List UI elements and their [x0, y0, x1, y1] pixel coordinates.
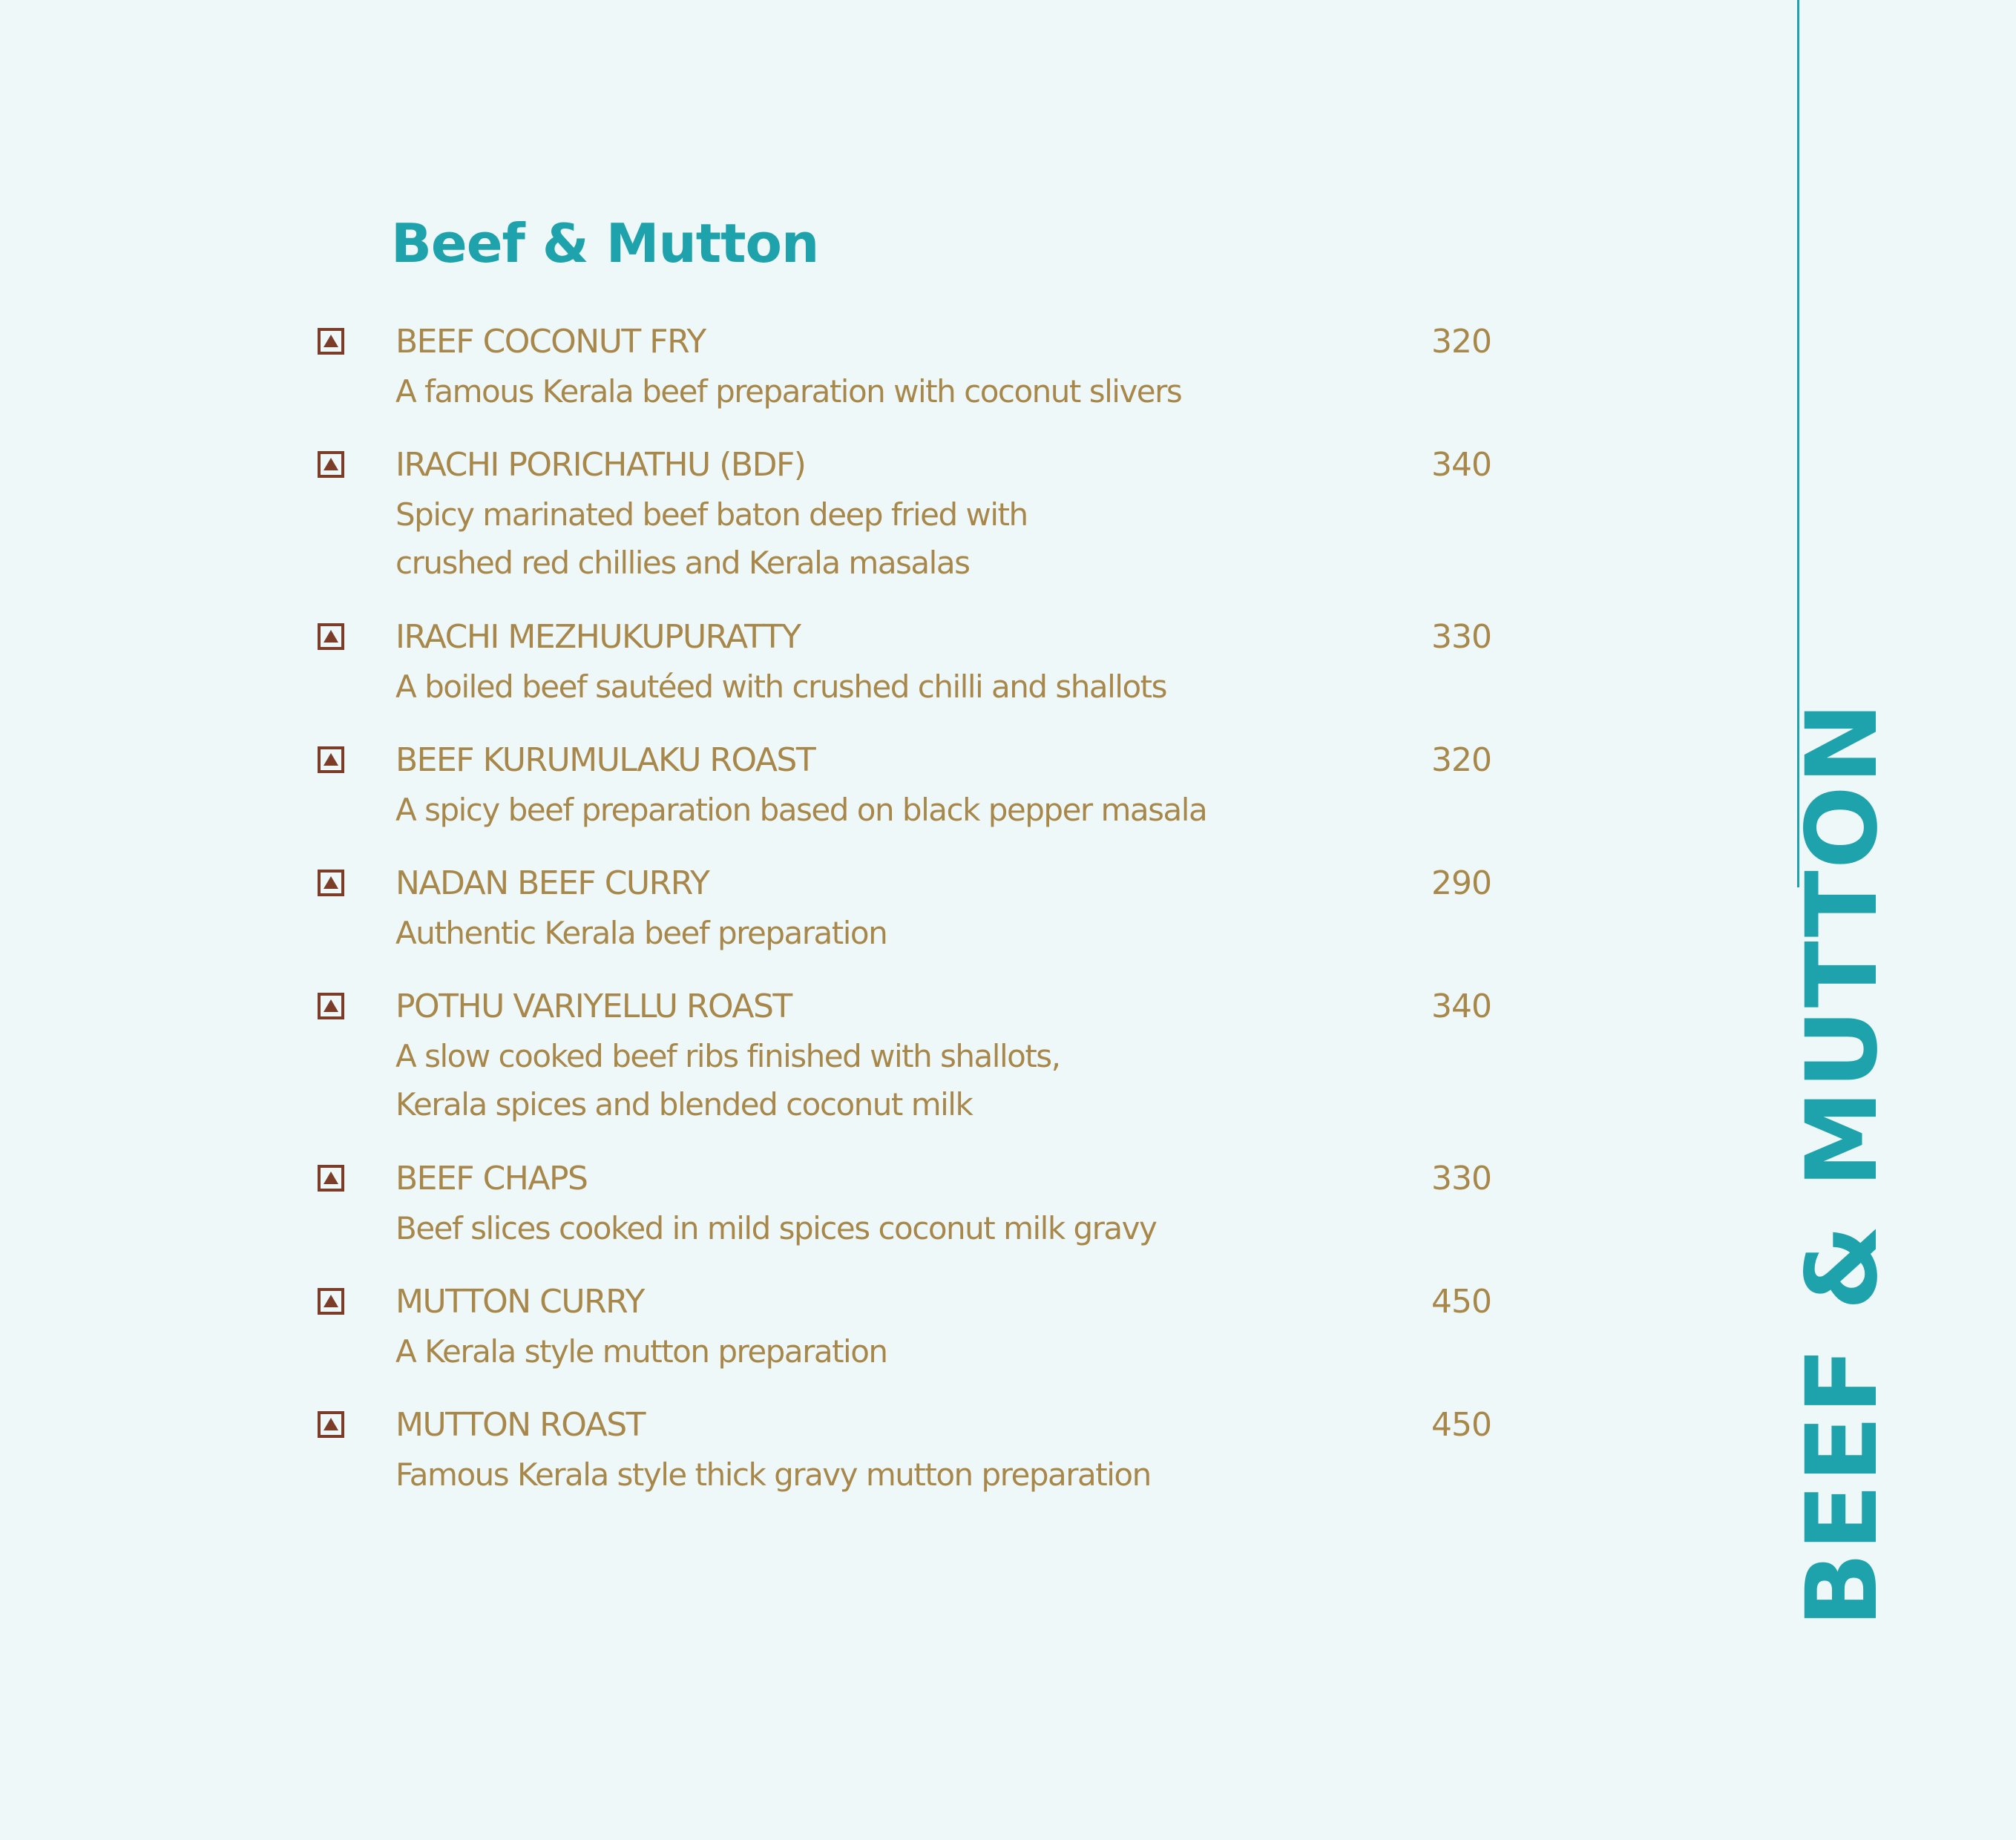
- item-price: 340: [1431, 988, 1491, 1025]
- item-description: Famous Kerala style thick gravy mutton preparation: [395, 1456, 1151, 1493]
- item-price: 330: [1431, 1160, 1491, 1197]
- item-price: 450: [1431, 1406, 1491, 1444]
- item-description: A spicy beef preparation based on black pepper masala: [395, 792, 1207, 828]
- item-name: BEEF COCONUT FRY: [395, 323, 706, 361]
- item-description: Beef slices cooked in mild spices coconut milk gravy: [395, 1210, 1157, 1246]
- item-description: A Kerala style mutton preparation: [395, 1333, 887, 1370]
- non-veg-icon: [318, 746, 344, 773]
- item-description: A famous Kerala beef preparation with coconut slivers: [395, 373, 1182, 410]
- item-name: MUTTON ROAST: [395, 1406, 646, 1444]
- item-price: 330: [1431, 618, 1491, 656]
- item-name: IRACHI PORICHATHU (BDF): [395, 446, 806, 484]
- item-description: A boiled beef sautéed with crushed chilli and shallots: [395, 668, 1167, 705]
- non-veg-icon: [318, 1288, 344, 1315]
- item-price: 320: [1431, 323, 1491, 361]
- item-description: Spicy marinated beef baton deep fried with crushed red chillies and Kerala masalas: [395, 496, 1028, 581]
- non-veg-icon: [318, 328, 344, 355]
- item-price: 320: [1431, 741, 1491, 779]
- item-price: 340: [1431, 446, 1491, 484]
- non-veg-icon: [318, 993, 344, 1019]
- non-veg-icon: [318, 451, 344, 478]
- side-banner-title: BEEF & MUTTON: [1785, 700, 1900, 1627]
- item-description: A slow cooked beef ribs finished with shallots, Kerala spices and blended coconut milk: [395, 1038, 1060, 1123]
- item-name: BEEF CHAPS: [395, 1160, 588, 1197]
- item-name: MUTTON CURRY: [395, 1283, 644, 1321]
- non-veg-icon: [318, 623, 344, 650]
- item-price: 290: [1431, 864, 1491, 902]
- section-title: Beef & Mutton: [391, 212, 819, 275]
- non-veg-icon: [318, 1165, 344, 1192]
- non-veg-icon: [318, 870, 344, 896]
- item-description: Authentic Kerala beef preparation: [395, 915, 887, 951]
- item-name: IRACHI MEZHUKUPURATTY: [395, 618, 801, 656]
- non-veg-icon: [318, 1411, 344, 1438]
- item-name: POTHU VARIYELLU ROAST: [395, 988, 792, 1025]
- item-name: BEEF KURUMULAKU ROAST: [395, 741, 815, 779]
- item-price: 450: [1431, 1283, 1491, 1321]
- item-name: NADAN BEEF CURRY: [395, 864, 709, 902]
